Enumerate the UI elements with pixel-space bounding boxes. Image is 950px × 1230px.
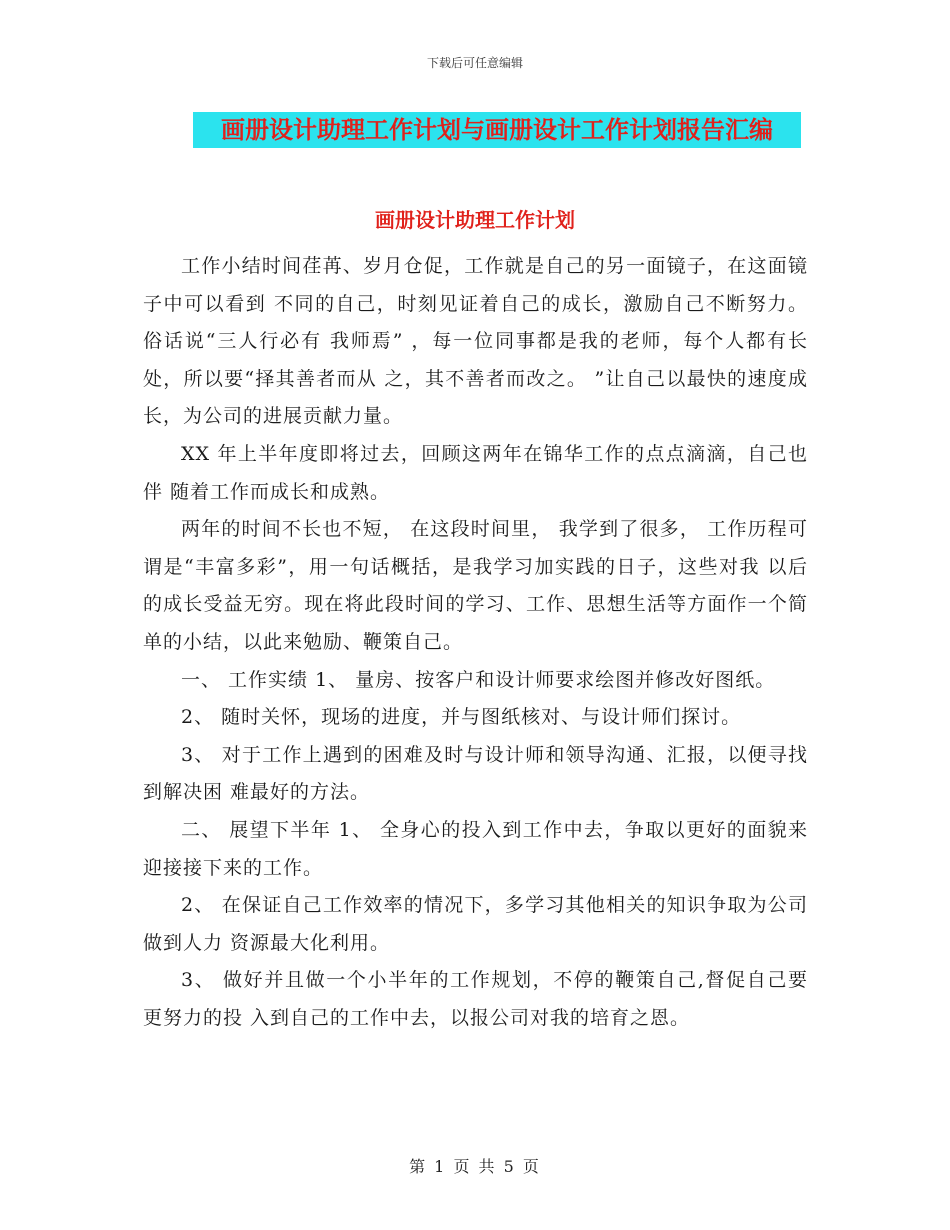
paragraph: 工作小结时间荏苒、岁月仓促，工作就是自己的另一面镜子，在这面镜子中可以看到 不同的自己，时刻见证着自己的成长，激励自己不断努力。俗话说“三人行必有 我师焉” ，每一位同事都是我的老师，每个人都有长处，所以要“择其善者而从 之，其不善者而改之。 ”让自己以最快的速度成长，为公司的进展贡献力量。 [143, 255, 808, 428]
document-body [143, 248, 808, 1037]
paragraph: 2、 在保证自己工作效率的情况下，多学习其他相关的知识争取为公司做到人力 资源最大化利用。 [143, 894, 808, 954]
header-note: 下载后可任意编辑 [426, 56, 523, 70]
document-title: 画册设计助理工作计划与画册设计工作计划报告汇编 [193, 112, 801, 148]
paragraph: 3、 对于工作上遇到的困难及时与设计师和领导沟通、汇报，以便寻找到解决困 难最好的方法。 [143, 743, 808, 804]
paragraph: XX 年上半年度即将过去，回顾这两年在锦华工作的点点滴滴，自己也伴 随着工作而成长和成熟。 [143, 442, 808, 503]
page-footer: 第 1 页 共 5 页 [409, 1157, 541, 1176]
paragraph: 两年的时间不长也不短， 在这段时间里， 我学到了很多， 工作历程可谓是“丰富多彩”，用一句话概括，是我学习加实践的日子，这些对我 以后的成长受益无穷。现在将此段时间的学习、工作、思想生活等方面作一个简 单的小结，以此来勉励、鞭策自己。 [143, 518, 808, 653]
section-title: 画册设计助理工作计划 [375, 208, 575, 232]
paragraph: 2、 随时关怀，现场的进度，并与图纸核对、与设计师们探讨。 [181, 706, 742, 729]
paragraph: 3、 做好并且做一个小半年的工作规划，不停的鞭策自己,督促自己要更努力的投 入到自己的工作中去，以报公司对我的培育之恩。 [143, 969, 808, 1029]
paragraph: 二、 展望下半年 1、 全身心的投入到工作中去，争取以更好的面貌来迎接接下来的工作。 [143, 818, 808, 879]
paragraph: 一、 工作实绩 1、 量房、按客户和设计师要求绘图并修改好图纸。 [181, 668, 776, 691]
